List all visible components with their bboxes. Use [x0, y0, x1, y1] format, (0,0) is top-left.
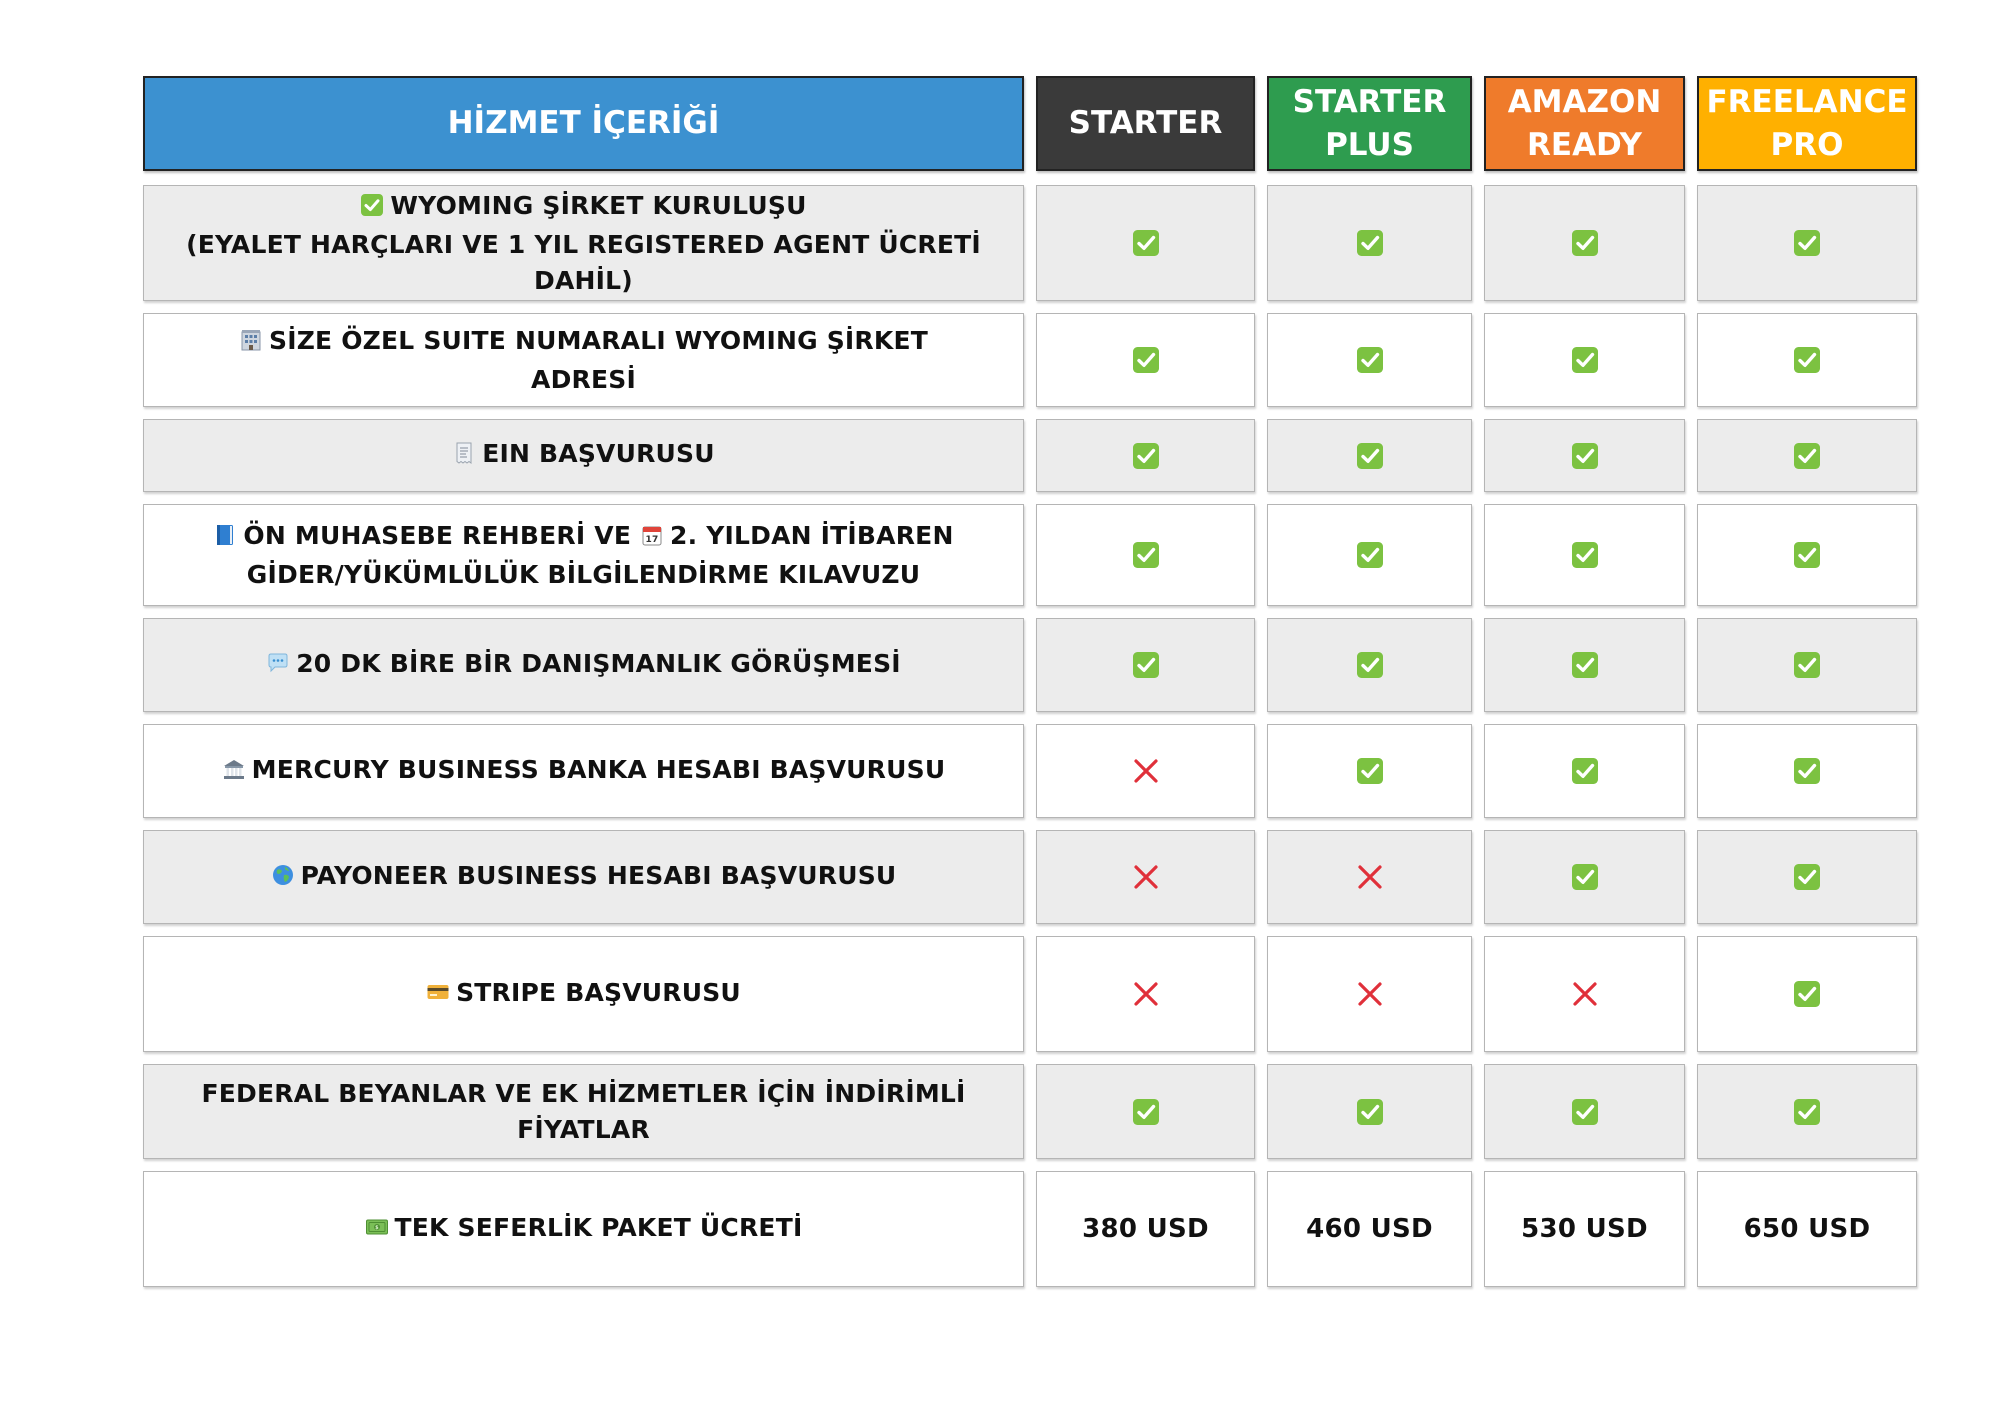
mark-cell-starter [1036, 618, 1255, 712]
header-plan-starter [1036, 76, 1255, 171]
price-value: 530 USD [1521, 1214, 1648, 1244]
check-icon [1571, 442, 1599, 470]
feature-label: FİYATLAR [517, 1114, 650, 1144]
mark-cell-freelance-pro [1697, 504, 1917, 606]
check-icon [1793, 863, 1821, 891]
mark-cell-starter [1036, 1064, 1255, 1159]
feature-line [184, 323, 983, 398]
plan-name-line1: STARTER [1292, 83, 1447, 120]
mark-cell-freelance-pro [1697, 313, 1917, 407]
cross-icon [1132, 863, 1160, 891]
check-icon [1356, 346, 1384, 374]
mark-cell-starter-plus [1267, 830, 1472, 924]
check-icon [1793, 757, 1821, 785]
feature-line: GİDER/YÜKÜMLÜLÜK BİLGİLENDİRME KILAVUZU [246, 559, 921, 589]
feature-line [426, 975, 741, 1014]
check-icon [1132, 651, 1160, 679]
check-icon [1793, 980, 1821, 1008]
feature-line [201, 1076, 965, 1112]
feature-line [186, 263, 981, 299]
check-icon [1571, 346, 1599, 374]
mark-cell-amazon-ready [1484, 504, 1685, 606]
feature-line [452, 436, 715, 475]
mark-cell-starter [1036, 724, 1255, 818]
cross-icon [1571, 980, 1599, 1008]
mark-cell-starter [1036, 419, 1255, 492]
plan-name-line2: READY [1527, 126, 1642, 163]
feature-cell [143, 313, 1024, 407]
price-label [365, 1210, 803, 1249]
header-plan-starter-plus [1267, 76, 1472, 171]
receipt-icon [452, 439, 476, 475]
price-value: 650 USD [1743, 1214, 1871, 1244]
mark-cell-freelance-pro [1697, 419, 1917, 492]
mark-cell-amazon-ready [1484, 185, 1685, 301]
plan-name: STARTER [1068, 105, 1223, 141]
mark-cell-amazon-ready [1484, 419, 1685, 492]
feature-cell [143, 936, 1024, 1052]
check-icon [1356, 651, 1384, 679]
cross-icon [1132, 980, 1160, 1008]
feature-text [201, 1076, 965, 1148]
check-icon [1571, 1098, 1599, 1126]
feature-label: EIN BAŞVURUSU [482, 439, 715, 468]
price-cell-starter-plus [1267, 1171, 1472, 1287]
mark-cell-freelance-pro [1697, 1064, 1917, 1159]
feature-line [271, 858, 897, 897]
feature-cell [143, 185, 1024, 301]
feature-label: DAHİL) [534, 265, 633, 295]
check-icon [1571, 541, 1599, 569]
check-icon [1571, 651, 1599, 679]
price-value: 380 USD [1082, 1214, 1209, 1244]
feature-cell [143, 504, 1024, 606]
blue-book-icon [213, 521, 237, 557]
mark-cell-amazon-ready [1484, 313, 1685, 407]
feature-label: FEDERAL BEYANLAR VE EK HİZMETLER İÇİN İNDİRİMLİ [201, 1078, 966, 1108]
header-feature-title [143, 76, 1024, 171]
mark-cell-starter-plus [1267, 1064, 1472, 1159]
feature-label: MERCURY BUSINESS BANKA HESABI BAŞVURUSU [251, 754, 946, 784]
check-icon [1793, 229, 1821, 257]
feature-text [186, 188, 981, 299]
calendar-icon [640, 521, 664, 557]
check-icon [1793, 541, 1821, 569]
mark-cell-starter-plus [1267, 185, 1472, 301]
bank-icon [222, 755, 246, 791]
svg-text:$: $ [374, 1224, 379, 1231]
check-icon [1793, 346, 1821, 374]
check-icon [1132, 1098, 1160, 1126]
feature-line [186, 188, 981, 227]
feature-text [222, 752, 946, 791]
cross-icon [1132, 757, 1160, 785]
feature-text [266, 646, 901, 685]
plan-name-line1: FREELANCE [1706, 83, 1908, 120]
plan-name-line1: AMAZON [1507, 83, 1662, 120]
feature-cell [143, 724, 1024, 818]
feature-label: STRIPE BAŞVURUSU [456, 977, 741, 1007]
feature-cell [143, 618, 1024, 712]
feature-line [201, 1112, 965, 1148]
mark-cell-freelance-pro [1697, 618, 1917, 712]
feature-text [426, 975, 741, 1014]
feature-cell [143, 830, 1024, 924]
money-icon [365, 1213, 389, 1249]
feature-text [452, 436, 715, 475]
mark-cell-amazon-ready [1484, 830, 1685, 924]
header-plan-freelance-pro [1697, 76, 1917, 171]
price-cell-freelance-pro [1697, 1171, 1917, 1287]
check-mark-icon [360, 191, 384, 227]
price-label-cell [143, 1171, 1024, 1287]
check-icon [1571, 863, 1599, 891]
mark-cell-starter [1036, 936, 1255, 1052]
mark-cell-starter-plus [1267, 724, 1472, 818]
feature-label: 2. YILDAN İTİBAREN [670, 520, 954, 550]
mark-cell-amazon-ready [1484, 724, 1685, 818]
feature-label: SİZE ÖZEL SUITE NUMARALI WYOMING ŞİRKET ADRESİ [269, 325, 928, 394]
check-icon [1356, 757, 1384, 785]
mark-cell-freelance-pro [1697, 830, 1917, 924]
feature-label: PAYONEER BUSINESS HESABI BAŞVURUSU [300, 860, 897, 890]
credit-card-icon [426, 978, 450, 1014]
feature-label: ÖN MUHASEBE REHBERİ VE [243, 520, 632, 550]
feature-text [271, 858, 897, 897]
mark-cell-freelance-pro [1697, 185, 1917, 301]
svg-text:17: 17 [645, 534, 659, 545]
check-icon [1132, 541, 1160, 569]
feature-label: (EYALET HARÇLARI VE 1 YIL REGISTERED AGENT ÜCRETİ [186, 229, 981, 259]
mark-cell-starter-plus [1267, 313, 1472, 407]
feature-text [213, 518, 953, 593]
cross-icon [1356, 863, 1384, 891]
mark-cell-starter [1036, 313, 1255, 407]
mark-cell-starter [1036, 185, 1255, 301]
plan-name-line2: PLUS [1325, 126, 1414, 163]
price-cell-amazon-ready [1484, 1171, 1685, 1287]
mark-cell-starter-plus [1267, 419, 1472, 492]
cross-icon [1356, 980, 1384, 1008]
check-icon [1356, 442, 1384, 470]
mark-cell-amazon-ready [1484, 618, 1685, 712]
feature-cell [143, 1064, 1024, 1159]
mark-cell-freelance-pro [1697, 724, 1917, 818]
mark-cell-freelance-pro [1697, 936, 1917, 1052]
check-icon [1793, 442, 1821, 470]
check-icon [1356, 229, 1384, 257]
mark-cell-starter-plus [1267, 936, 1472, 1052]
speech-bubble-icon [266, 649, 290, 685]
feature-text [184, 323, 983, 398]
check-icon [1793, 1098, 1821, 1126]
plan-name-line2: PRO [1770, 126, 1844, 163]
mark-cell-starter [1036, 504, 1255, 606]
check-icon [1571, 757, 1599, 785]
price-label-text: TEK SEFERLİK PAKET ÜCRETİ [394, 1212, 803, 1242]
feature-line [213, 518, 953, 557]
office-building-icon [239, 326, 263, 362]
mark-cell-amazon-ready [1484, 1064, 1685, 1159]
feature-line [266, 646, 901, 685]
check-icon [1793, 651, 1821, 679]
globe-icon [271, 861, 295, 897]
check-icon [1132, 229, 1160, 257]
header-feature-title-text: HİZMET İÇERİĞİ [447, 105, 720, 141]
feature-line [186, 227, 981, 263]
mark-cell-starter-plus [1267, 618, 1472, 712]
mark-cell-amazon-ready [1484, 936, 1685, 1052]
check-icon [1356, 541, 1384, 569]
check-icon [1132, 346, 1160, 374]
price-value: 460 USD [1306, 1214, 1433, 1244]
check-icon [1356, 1098, 1384, 1126]
feature-line [222, 752, 946, 791]
header-plan-amazon-ready [1484, 76, 1685, 171]
feature-label: 20 DK BİRE BİR DANIŞMANLIK GÖRÜŞMESİ [296, 648, 901, 678]
price-cell-starter [1036, 1171, 1255, 1287]
check-icon [1132, 442, 1160, 470]
mark-cell-starter [1036, 830, 1255, 924]
check-icon [1571, 229, 1599, 257]
mark-cell-starter-plus [1267, 504, 1472, 606]
feature-cell [143, 419, 1024, 492]
feature-label: WYOMING ŞİRKET KURULUŞU [390, 190, 807, 220]
